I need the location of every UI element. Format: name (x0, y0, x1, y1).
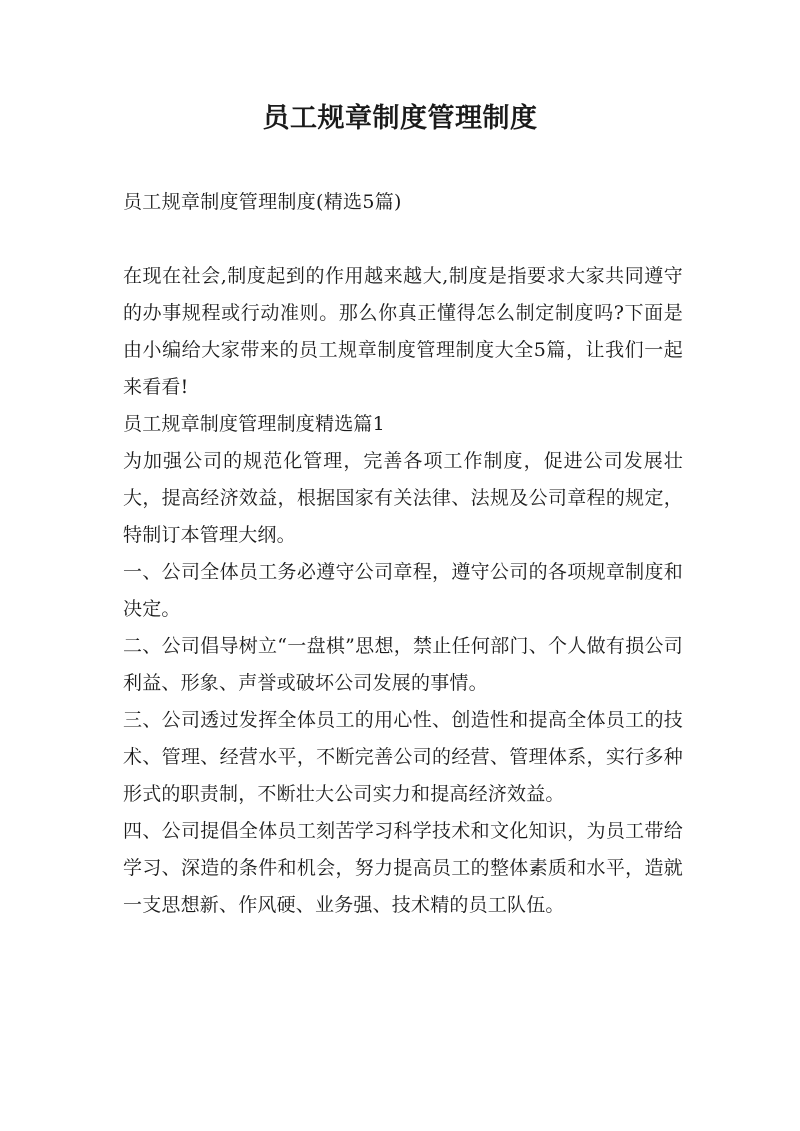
body-paragraph: 为加强公司的规范化管理，完善各项工作制度，促进公司发展壮大，提高经济效益，根据国家有关法律、法规及公司章程的规定，特制订本管理大纲。 (123, 450, 683, 546)
rule-item-2: 二、公司倡导树立“一盘棋”思想，禁止任何部门、个人做有损公司利益、形象、声誉或破坏公司发展的事情。 (123, 635, 683, 694)
document-title: 员工规章制度管理制度 (262, 103, 538, 134)
document-subtitle: 员工规章制度管理制度(精选5篇) (123, 191, 402, 213)
section-heading: 员工规章制度管理制度精选篇1 (123, 413, 385, 435)
rule-item-4: 四、公司提倡全体员工刻苦学习科学技术和文化知识，为员工带给学习、深造的条件和机会，努力提高员工的整体素质和水平，造就一支思想新、作风硬、业务强、技术精的员工队伍。 (123, 820, 683, 916)
rule-item-3: 三、公司透过发挥全体员工的用心性、创造性和提高全体员工的技术、管理、经营水平，不断完善公司的经营、管理体系，实行多种形式的职责制，不断壮大公司实力和提高经济效益。 (123, 709, 683, 805)
intro-paragraph: 在现在社会,制度起到的作用越来越大,制度是指要求大家共同遵守的办事规程或行动准则。那么你真正懂得怎么制定制度吗?下面是由小编给大家带来的员工规章制度管理制度大全5篇，让我们一起来看看! (123, 265, 683, 398)
document-body (123, 258, 683, 924)
rule-item-1: 一、公司全体员工务必遵守公司章程，遵守公司的各项规章制度和决定。 (123, 561, 683, 620)
